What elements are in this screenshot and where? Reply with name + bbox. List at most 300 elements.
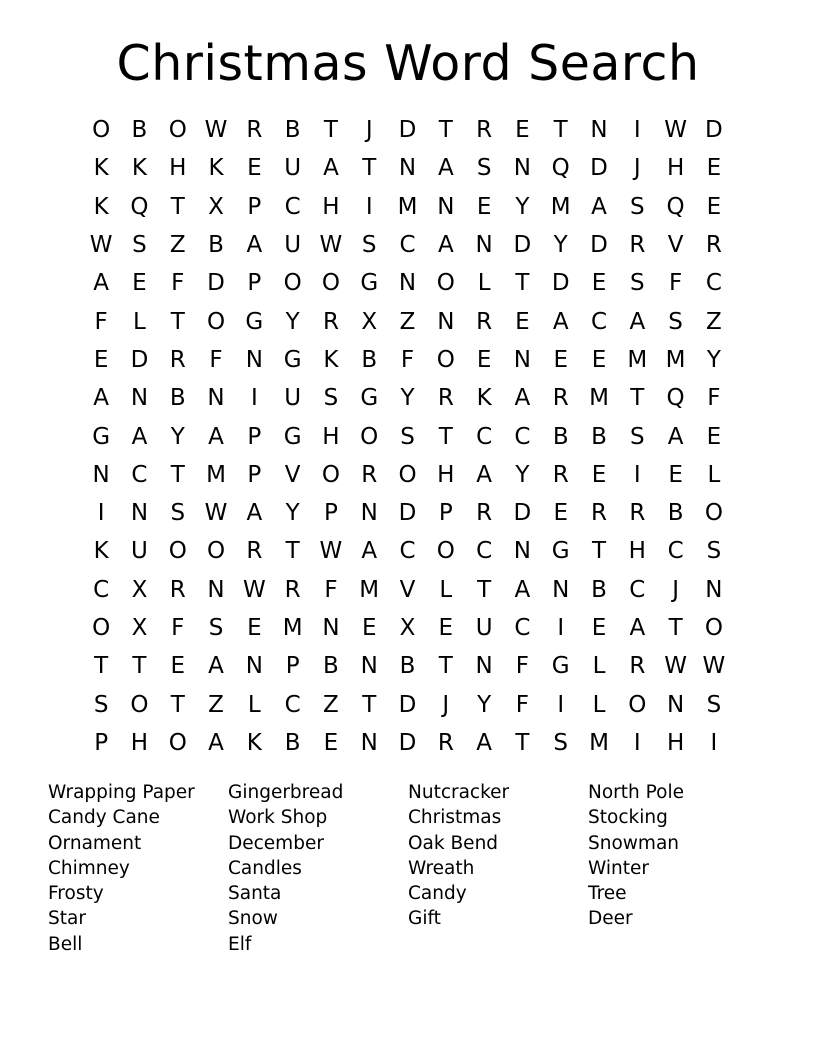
grid-letter: Q — [130, 193, 149, 220]
grid-letter: S — [170, 500, 186, 527]
grid-letter: A — [476, 461, 492, 488]
grid-letter: T — [630, 385, 645, 412]
grid-letter: L — [592, 653, 606, 680]
grid-letter: J — [365, 117, 373, 144]
grid-letter: S — [132, 232, 147, 259]
grid-letter: G — [283, 423, 302, 450]
grid-letter: O — [704, 500, 723, 527]
word-column — [588, 780, 768, 957]
grid-letter: P — [285, 653, 300, 680]
grid-letter: A — [246, 232, 263, 259]
grid-row — [82, 149, 734, 187]
grid-letter: T — [438, 653, 453, 680]
grid-letter: S — [208, 615, 224, 641]
grid-row — [82, 609, 734, 647]
word-list-item: Snowman — [588, 832, 680, 854]
grid-row — [82, 341, 734, 379]
grid-row — [82, 264, 734, 302]
grid-letter: X — [361, 308, 378, 335]
grid-letter: P — [247, 270, 262, 297]
grid-letter: N — [475, 232, 493, 259]
grid-letter: C — [284, 691, 301, 718]
grid-letter: B — [591, 576, 607, 603]
word-list-item: Stocking — [588, 807, 668, 829]
grid-letter: N — [666, 691, 685, 718]
grid-letter: W — [664, 117, 687, 144]
grid-letter: Y — [285, 500, 300, 527]
word-list — [48, 780, 768, 957]
grid-letter: R — [629, 232, 646, 259]
grid-letter: F — [171, 270, 185, 297]
grid-letter: I — [557, 691, 565, 718]
grid-letter: B — [208, 232, 224, 259]
grid-letter: Q — [551, 155, 570, 182]
grid-letter: S — [476, 155, 492, 182]
grid-letter: E — [591, 270, 607, 297]
grid-letter: A — [208, 653, 224, 680]
word-list-item: December — [228, 832, 324, 854]
grid-letter: E — [93, 346, 109, 373]
grid-letter: G — [360, 270, 379, 297]
grid-letter: S — [706, 538, 722, 565]
word-list-item: Candles — [228, 857, 302, 879]
grid-letter: D — [590, 155, 608, 182]
letter-grid — [82, 111, 734, 762]
grid-letter: S — [323, 385, 339, 412]
grid-row — [82, 685, 734, 723]
grid-letter: Y — [706, 346, 721, 373]
word-list-item: Frosty — [48, 883, 104, 905]
grid-letter: A — [667, 423, 684, 450]
grid-letter: D — [513, 500, 532, 527]
grid-letter: T — [170, 308, 185, 335]
grid-letter: E — [668, 461, 683, 488]
grid-letter: X — [399, 615, 416, 641]
grid-letter: N — [130, 385, 149, 412]
word-list-item: Candy — [408, 883, 467, 905]
grid-row — [82, 494, 734, 532]
grid-letter: P — [247, 193, 262, 220]
word-column — [48, 780, 228, 957]
grid-letter: Z — [399, 308, 416, 335]
grid-letter: V — [399, 576, 416, 603]
grid-letter: M — [550, 193, 571, 220]
grid-letter: B — [131, 117, 148, 144]
grid-letter: D — [398, 691, 417, 718]
grid-letter: P — [94, 729, 109, 756]
grid-letter: T — [668, 615, 683, 641]
grid-letter: O — [92, 615, 111, 641]
grid-letter: B — [284, 729, 301, 756]
grid-letter: E — [247, 155, 262, 182]
grid-letter: L — [439, 576, 453, 603]
grid-letter: M — [282, 615, 303, 641]
grid-letter: R — [246, 117, 263, 144]
grid-letter: R — [437, 729, 454, 756]
grid-letter: D — [207, 270, 225, 297]
grid-letter: I — [633, 461, 641, 488]
grid-letter: O — [130, 691, 149, 718]
grid-letter: K — [131, 155, 147, 182]
grid-letter: I — [365, 193, 373, 220]
grid-letter: R — [246, 538, 263, 565]
grid-letter: F — [668, 270, 683, 297]
grid-letter: F — [707, 385, 721, 412]
grid-letter: R — [591, 500, 607, 527]
grid-letter: C — [93, 576, 110, 603]
grid-letter: S — [630, 193, 645, 220]
grid-row — [82, 724, 734, 762]
grid-letter: W — [664, 653, 687, 680]
grid-letter: S — [553, 729, 569, 756]
grid-letter: R — [629, 500, 646, 527]
grid-letter: E — [515, 308, 530, 335]
grid-letter: J — [633, 155, 641, 182]
grid-letter: N — [360, 729, 378, 756]
grid-letter: A — [514, 576, 531, 603]
grid-letter: R — [476, 308, 493, 335]
grid-row — [82, 571, 734, 609]
grid-row — [82, 647, 734, 685]
grid-letter: B — [284, 117, 301, 144]
grid-letter: C — [476, 538, 493, 565]
grid-letter: F — [324, 576, 338, 603]
grid-letter: N — [360, 653, 378, 680]
grid-letter: N — [92, 461, 110, 488]
grid-letter: G — [92, 423, 111, 450]
grid-letter: L — [477, 270, 491, 297]
grid-letter: S — [400, 423, 415, 450]
grid-letter: T — [591, 538, 607, 565]
grid-letter: N — [513, 346, 532, 373]
grid-letter: N — [207, 576, 225, 603]
grid-letter: O — [436, 346, 455, 373]
grid-letter: L — [247, 691, 261, 718]
grid-letter: X — [131, 576, 148, 603]
grid-letter: V — [284, 461, 301, 488]
grid-letter: C — [514, 615, 531, 641]
grid-letter: T — [362, 691, 377, 718]
grid-letter: C — [284, 193, 301, 220]
grid-letter: W — [702, 653, 726, 680]
grid-letter: U — [284, 232, 302, 259]
grid-letter: E — [323, 729, 339, 756]
grid-letter: C — [476, 423, 493, 450]
grid-letter: Q — [666, 385, 685, 412]
grid-letter: D — [590, 232, 608, 259]
grid-letter: C — [629, 576, 646, 603]
grid-letter: E — [553, 500, 568, 527]
grid-letter: A — [131, 423, 148, 450]
word-list-item: Wrapping Paper — [48, 782, 195, 803]
grid-letter: S — [630, 270, 645, 297]
grid-letter: N — [437, 308, 455, 335]
grid-letter: A — [591, 193, 607, 220]
word-list-item: Gift — [408, 908, 441, 930]
grid-letter: T — [323, 117, 338, 144]
grid-letter: A — [208, 423, 224, 450]
grid-letter: C — [667, 538, 684, 565]
grid-letter: B — [169, 385, 186, 412]
word-list-item: Candy Cane — [48, 807, 160, 829]
grid-letter: R — [552, 461, 569, 488]
grid-row — [82, 188, 734, 226]
grid-letter: H — [322, 423, 340, 450]
grid-letter: A — [476, 729, 492, 756]
grid-letter: O — [92, 117, 111, 144]
grid-letter: M — [206, 461, 226, 488]
word-list-item: Oak Bend — [408, 832, 499, 854]
grid-letter: N — [475, 653, 493, 680]
grid-letter: T — [438, 117, 453, 144]
page-title: Christmas Word Search — [116, 35, 700, 92]
grid-letter: A — [323, 155, 339, 182]
grid-letter: R — [322, 308, 339, 335]
grid-letter: R — [476, 500, 493, 527]
grid-letter: T — [132, 653, 147, 680]
grid-letter: G — [551, 538, 570, 565]
grid-letter: J — [672, 576, 679, 603]
grid-letter: F — [209, 346, 223, 373]
grid-letter: A — [361, 538, 378, 565]
grid-letter: M — [359, 576, 380, 603]
grid-letter: P — [323, 500, 338, 527]
grid-letter: S — [630, 423, 645, 450]
grid-letter: G — [360, 385, 379, 412]
grid-letter: I — [710, 729, 718, 756]
grid-letter: T — [515, 270, 530, 297]
word-list-item: Christmas — [408, 807, 502, 829]
grid-letter: R — [284, 576, 301, 603]
grid-letter: Z — [323, 691, 339, 718]
grid-letter: E — [438, 615, 454, 641]
grid-letter: O — [168, 729, 187, 756]
grid-letter: E — [591, 346, 607, 373]
grid-letter: T — [94, 653, 109, 680]
word-list-item: Tree — [588, 883, 627, 905]
grid-letter: L — [133, 308, 146, 335]
word-list-item: Bell — [48, 933, 83, 955]
grid-letter: J — [442, 691, 450, 718]
grid-letter: I — [250, 385, 258, 412]
grid-letter: E — [247, 615, 262, 641]
grid-letter: T — [438, 423, 453, 450]
grid-letter: H — [169, 155, 187, 182]
grid-letter: K — [246, 729, 262, 756]
grid-letter: E — [170, 653, 186, 680]
grid-letter: B — [361, 346, 378, 373]
grid-letter: Y — [477, 691, 492, 718]
grid-letter: A — [629, 308, 646, 335]
grid-letter: N — [590, 117, 608, 144]
grid-letter: T — [170, 691, 185, 718]
grid-letter: T — [170, 461, 185, 488]
grid-letter: B — [591, 423, 607, 450]
grid-letter: A — [437, 155, 454, 182]
grid-letter: H — [130, 729, 149, 756]
grid-letter: A — [93, 385, 110, 412]
grid-letter: F — [400, 346, 415, 373]
grid-letter: N — [513, 538, 532, 565]
word-list-item: Work Shop — [228, 807, 328, 829]
grid-letter: K — [323, 346, 339, 373]
grid-letter: E — [706, 155, 722, 182]
grid-letter: Q — [666, 193, 685, 220]
grid-letter: E — [132, 270, 147, 297]
grid-letter: Y — [515, 461, 530, 488]
grid-letter: O — [206, 308, 226, 335]
grid-letter: H — [666, 155, 685, 182]
grid-letter: N — [705, 576, 723, 603]
grid-letter: O — [360, 423, 379, 450]
word-list-item: Nutcracker — [408, 782, 510, 803]
grid-letter: F — [171, 615, 185, 641]
grid-letter: E — [591, 615, 607, 641]
grid-letter: W — [242, 576, 266, 603]
grid-letter: X — [208, 193, 224, 220]
grid-letter: C — [131, 461, 148, 488]
grid-letter: N — [513, 155, 532, 182]
grid-letter: R — [437, 385, 454, 412]
grid-letter: A — [208, 729, 224, 756]
grid-letter: Y — [515, 193, 530, 220]
grid-letter: S — [361, 232, 377, 259]
grid-letter: E — [361, 615, 377, 641]
word-list-item: Deer — [588, 908, 633, 930]
grid-letter: N — [130, 500, 149, 527]
grid-letter: Y — [553, 232, 568, 259]
grid-letter: D — [705, 117, 723, 144]
grid-letter: R — [705, 232, 722, 259]
word-list-item: North Pole — [588, 782, 684, 803]
grid-letter: R — [476, 117, 493, 144]
grid-letter: F — [515, 653, 530, 680]
grid-letter: Z — [208, 691, 224, 718]
grid-letter: H — [322, 193, 340, 220]
grid-letter: Y — [400, 385, 415, 412]
grid-letter: B — [323, 653, 339, 680]
grid-letter: T — [553, 117, 568, 144]
grid-letter: U — [284, 155, 302, 182]
grid-letter: R — [361, 461, 378, 488]
grid-letter: K — [208, 155, 224, 182]
grid-letter: C — [590, 308, 608, 335]
grid-letter: L — [707, 461, 721, 488]
grid-letter: B — [667, 500, 684, 527]
grid-letter: T — [515, 729, 530, 756]
word-list-item: Elf — [228, 933, 252, 955]
word-list-item: Winter — [588, 857, 649, 879]
grid-letter: H — [628, 538, 646, 565]
grid-letter: E — [706, 193, 722, 220]
grid-letter: N — [398, 155, 417, 182]
grid-letter: G — [551, 653, 570, 680]
grid-letter: D — [513, 232, 532, 259]
grid-letter: U — [131, 538, 148, 565]
grid-row — [82, 456, 734, 494]
grid-letter: O — [436, 538, 455, 565]
grid-letter: T — [477, 576, 492, 603]
grid-row — [82, 111, 734, 149]
grid-letter: M — [397, 193, 418, 220]
grid-letter: E — [476, 346, 492, 373]
grid-row — [82, 379, 734, 417]
grid-letter: M — [589, 729, 609, 756]
grid-letter: I — [633, 729, 641, 756]
grid-letter: R — [629, 653, 646, 680]
grid-letter: O — [321, 461, 340, 488]
grid-letter: C — [399, 232, 416, 259]
grid-letter: G — [283, 346, 302, 373]
grid-letter: Z — [169, 232, 186, 259]
grid-letter: W — [89, 232, 113, 259]
grid-letter: P — [247, 423, 262, 450]
grid-letter: N — [552, 576, 570, 603]
grid-letter: D — [130, 346, 149, 373]
grid-letter: P — [438, 500, 453, 527]
grid-letter: O — [628, 691, 647, 718]
grid-letter: E — [706, 423, 722, 450]
grid-letter: S — [93, 691, 109, 718]
grid-letter: K — [476, 385, 492, 412]
grid-letter: H — [666, 729, 685, 756]
grid-letter: W — [319, 232, 343, 259]
grid-letter: G — [245, 308, 264, 335]
grid-letter: O — [321, 270, 340, 297]
grid-row — [82, 532, 734, 570]
grid-letter: T — [170, 193, 185, 220]
grid-letter: E — [591, 461, 607, 488]
grid-letter: T — [285, 538, 300, 565]
grid-letter: E — [515, 117, 530, 144]
word-list-item: Star — [48, 908, 86, 930]
word-list-item: Wreath — [408, 857, 475, 879]
grid-letter: V — [667, 232, 684, 259]
grid-letter: I — [97, 500, 105, 527]
grid-letter: Z — [706, 308, 722, 335]
word-column — [228, 780, 408, 957]
grid-letter: B — [399, 653, 416, 680]
grid-letter: A — [437, 232, 454, 259]
grid-letter: E — [476, 193, 492, 220]
grid-letter: F — [94, 308, 108, 335]
grid-letter: D — [398, 729, 417, 756]
grid-letter: C — [399, 538, 416, 565]
grid-letter: O — [283, 270, 302, 297]
grid-letter: D — [398, 117, 417, 144]
grid-letter: M — [589, 385, 609, 412]
grid-letter: N — [398, 270, 417, 297]
grid-letter: A — [629, 615, 646, 641]
grid-letter: O — [704, 615, 723, 641]
grid-letter: N — [245, 653, 263, 680]
grid-letter: S — [706, 691, 722, 718]
grid-letter: Y — [170, 423, 185, 450]
grid-letter: R — [169, 576, 186, 603]
grid-letter: N — [207, 385, 225, 412]
grid-letter: F — [515, 691, 530, 718]
grid-letter: W — [204, 117, 228, 144]
grid-letter: N — [437, 193, 455, 220]
word-list-item: Ornament — [48, 832, 142, 854]
grid-letter: O — [168, 117, 187, 144]
grid-letter: O — [436, 270, 455, 297]
grid-letter: I — [557, 615, 565, 641]
grid-letter: B — [552, 423, 569, 450]
grid-letter: E — [553, 346, 568, 373]
word-list-item: Santa — [228, 883, 282, 905]
grid-letter: X — [131, 615, 148, 641]
